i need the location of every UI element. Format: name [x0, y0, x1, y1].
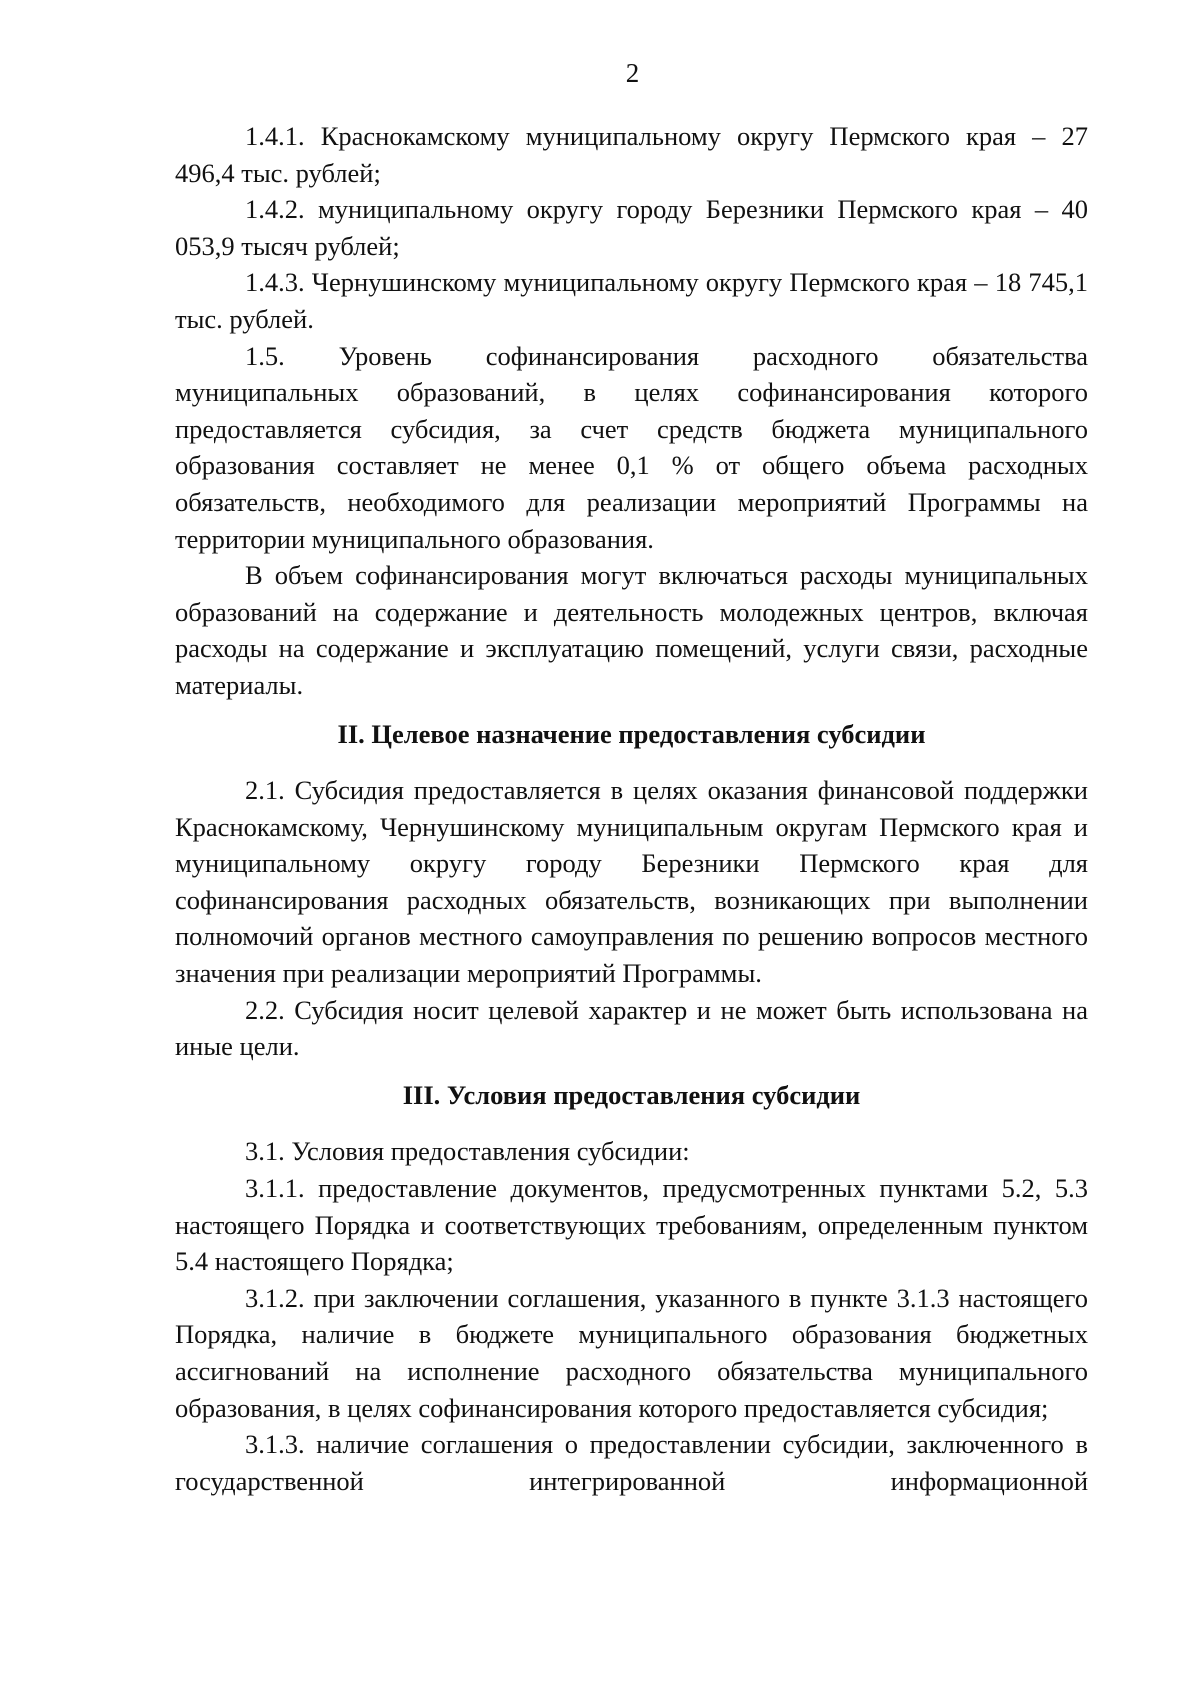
paragraph-1-4-2: 1.4.2. муниципальному округу городу Березники Пермского края – 40 053,9 тысяч рублей; [175, 194, 1088, 261]
page-number: 2 [625, 58, 640, 88]
paragraph-1-4-1: 1.4.1. Краснокамскому муниципальному округу Пермского края – 27 496,4 тыс. рублей; [175, 121, 1088, 188]
document-body [175, 118, 1088, 1499]
paragraph-cofinancing-scope: В объем софинансирования могут включаться расходы муниципальных образований на содержание и деятельность молодежных центров, включая расходы на содержание и эксплуатацию помещений, услуги связи, расходные материалы. [175, 560, 1088, 700]
section-2-heading: II. Целевое назначение предоставления субсидии [337, 718, 926, 749]
paragraph-1-4-3: 1.4.3. Чернушинскому муниципальному округу Пермского края – 18 745,1 тыс. рублей. [175, 267, 1088, 334]
paragraph-3-1-3: 3.1.3. наличие соглашения о предоставлении субсидии, заключенного в государственной интегрированной информационной [175, 1429, 1088, 1496]
paragraph-1-5: 1.5. Уровень софинансирования расходного обязательства муниципальных образований, в целях софинансирования которого предоставляется субсидия, за счет средств бюджета муниципального образования составляет не менее 0,1 % от общего объема расходных обязательств, необходимого для реализации мероприятий Программы на территории муниципального образования. [175, 340, 1088, 554]
paragraph-3-1: 3.1. Условия предоставления субсидии: [245, 1136, 690, 1167]
section-3-heading: III. Условия предоставления субсидии [402, 1079, 861, 1110]
paragraph-3-1-1: 3.1.1. предоставление документов, предусмотренных пунктами 5.2, 5.3 настоящего Порядка и соответствующих требованиям, определенным пунктом 5.4 настоящего Порядка; [175, 1173, 1088, 1277]
paragraph-2-2: 2.2. Субсидия носит целевой характер и не может быть использована на иные цели. [175, 994, 1088, 1062]
paragraph-3-1-2: 3.1.2. при заключении соглашения, указанного в пункте 3.1.3 настоящего Порядка, наличие в бюджете муниципального образования бюджетных ассигнований на исполнение расходного обязательства муниципального образования, в целях софинансирования которого предоставляется субсидия; [175, 1282, 1088, 1423]
paragraph-2-1: 2.1. Субсидия предоставляется в целях оказания финансовой поддержки Краснокамскому, Чернушинскому муниципальным округам Пермского края и муниципальному округу городу Березники Пермского края для софинансирования расходных обязательств, возникающих при выполнении полномочий органов местного самоуправления по решению вопросов местного значения при реализации мероприятий Программы. [175, 775, 1088, 989]
